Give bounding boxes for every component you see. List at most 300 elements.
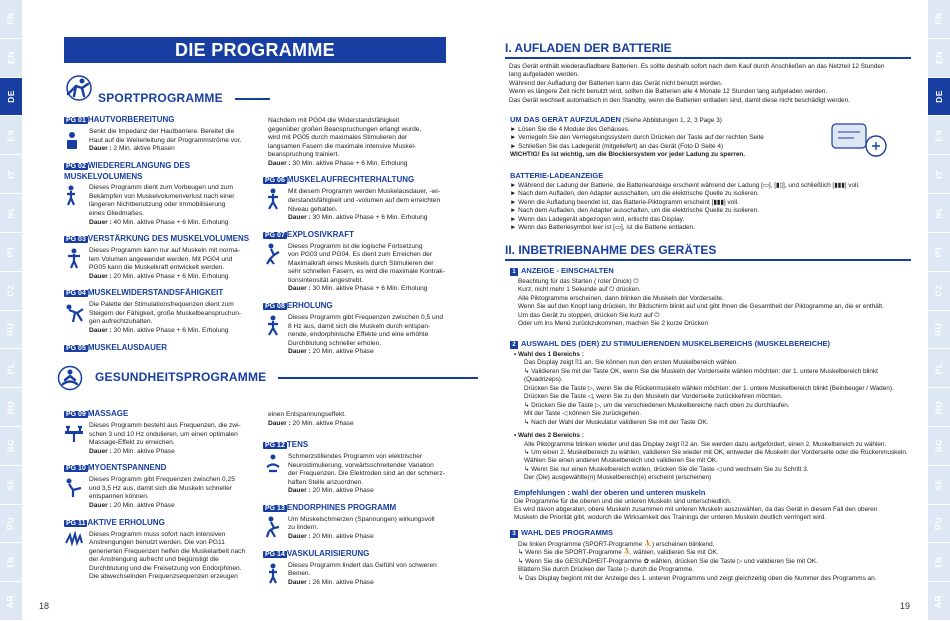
program-name: VERSTÄRKUNG DES MUSKELVOLUMENS <box>87 234 250 244</box>
language-tab-ru[interactable] <box>928 505 950 544</box>
program-line: Anstrengungen benutzt werden. Die von PG11 <box>89 539 225 547</box>
sport-runner-icon <box>62 74 96 102</box>
duration-value: 20 Min. aktive Phase + 6 Min. Erholung <box>111 272 229 280</box>
program-body <box>263 516 455 542</box>
step-3-heading <box>510 528 613 538</box>
program-line: der Frequenzen. Die Elektroden sind an der schmerz- <box>288 470 445 478</box>
program-header <box>263 230 455 241</box>
program-duration <box>89 219 235 228</box>
recommendation-title: Empfehlungen : wahl der oberen und unteren muskeln <box>514 487 706 497</box>
charging-intro <box>509 63 909 105</box>
text-line: ↳ Das Display beginnt mit der Anzeige des 1. unteren Programms und zeigt gleichzeitig oben die Nummer des Programms an. <box>518 574 877 582</box>
language-tab-ro[interactable] <box>0 388 22 427</box>
program-name: WIEDERERLANGUNG DES MUSKELVOLUMENS <box>64 160 191 181</box>
program-body <box>263 243 455 294</box>
page-title: DIE PROGRAMME <box>64 37 446 63</box>
program-line: Senkt die Impedanz der Hautbarriere. Bereitet die <box>89 128 235 135</box>
language-tab-bg[interactable] <box>928 427 950 466</box>
program-duration <box>89 327 241 336</box>
program-name: MASSAGE <box>87 409 129 418</box>
program-header <box>263 503 455 514</box>
language-tab-label: CZ <box>5 284 16 297</box>
program-line: Massage-Effekt zu erreichen. <box>89 439 175 447</box>
language-tab-nl[interactable] <box>0 194 22 233</box>
language-tab-se[interactable] <box>0 466 22 505</box>
open-device-heading <box>510 115 722 125</box>
program-line: Dieses Programm kann nur auf Muskeln mit norma- <box>89 247 240 255</box>
text-line: ► Während der Ladung der Batterie, die Batterieanzeige erscheint während der Ladung [▭], [▮▯], und schließlich [▮▮▮] voll. <box>510 182 860 189</box>
program-line: Dieses Programm ist die logische Fortsetzung <box>288 242 423 250</box>
program-header <box>64 234 256 245</box>
program-line: langsamen Fasern die maximale intensive Muskel- <box>268 142 417 150</box>
program-text <box>89 476 235 510</box>
text-line: Das Display zeigt ⌷1 an. Sie können nun den ersten Muskelbereich wählen. <box>524 359 739 367</box>
program-line: Dieses Programm muss sofort nach intensiven <box>89 530 226 538</box>
language-tab-label: CZ <box>933 284 944 297</box>
text-line: Die linken Programme (SPORT-Programme ⛹) erscheinen blinkend. <box>518 541 715 548</box>
language-tab-pl[interactable] <box>0 349 22 388</box>
step-1-number: 1 <box>510 268 518 276</box>
program-code: PG 11 <box>66 519 86 527</box>
duration-value: 26 Min. aktive Phase <box>310 578 374 586</box>
program-icon <box>263 562 283 584</box>
text-line: Alle Piktogramme blinken wieder und das Display zeigt ⌷2 an. Sie werden dazu aufgefordert, einen 2. Muskelbereich zu wählen: <box>524 440 887 448</box>
program-icon <box>263 188 283 210</box>
language-tab-tr[interactable] <box>928 543 950 582</box>
program-body <box>263 117 455 168</box>
program-icon <box>263 453 283 475</box>
text-line: Muskeln die Priorität gibt, wodurch die Wirksamkeit des Trainings der unteren Muskeln deutlich verringert wird. <box>514 514 827 522</box>
program-name: HAUTVORBEREITUNG <box>87 115 175 124</box>
step-2-number: 2 <box>510 341 518 349</box>
program-name: MUSKELAUSDAUER <box>87 342 167 352</box>
divider <box>505 57 911 59</box>
language-tab-ar[interactable] <box>0 582 22 621</box>
language-tab-label: SE <box>5 478 16 491</box>
duration-label: Dauer : <box>89 272 112 280</box>
program-line: längeren Nichtbenutzung oder Immobilisierung <box>89 201 226 209</box>
charge-indicator-list <box>510 182 910 233</box>
zone-1-title: • Wahl des 1 Bereichs : <box>514 351 584 358</box>
program-duration <box>89 273 240 282</box>
language-tab-label: DE <box>5 90 16 103</box>
program-name: AKTIVE ERHOLUNG <box>87 517 165 527</box>
program-icon <box>64 184 84 206</box>
language-tab-label: RU <box>5 516 16 531</box>
health-programs-left <box>64 409 256 589</box>
duration-value: 20 Min. aktive Phase <box>290 419 354 427</box>
language-tab-label: NL <box>933 206 944 220</box>
program-line: Steigern der Fähigkeit, große Muskelbeanspruchun- <box>89 309 242 317</box>
program-body <box>64 531 256 582</box>
step-3-number: 3 <box>510 530 518 538</box>
duration-label: Dauer : <box>268 159 291 167</box>
program-text <box>89 184 235 227</box>
program-pg-09 <box>64 409 256 456</box>
sport-section-title: SPORTPROGRAMME <box>98 91 223 105</box>
program-header <box>64 115 256 126</box>
language-tab-es[interactable] <box>928 116 950 155</box>
program-icon <box>64 531 84 553</box>
language-tab-label: NL <box>5 206 16 220</box>
program-icon <box>263 516 283 538</box>
program-header <box>64 518 256 529</box>
language-tab-bg[interactable] <box>0 427 22 466</box>
program-body <box>263 188 455 222</box>
program-text <box>89 128 241 154</box>
program-text <box>288 243 445 294</box>
program-name: EXPLOSIVKRAFT <box>286 229 354 239</box>
program-name: MYOENTSPANNEND <box>87 463 167 473</box>
program-line: sehr schnellen Fasern, es wird die maximale Kontrak- <box>288 268 445 276</box>
program-line: PG05 kann die Muskelkraft entwickelt werden. <box>89 264 225 272</box>
program-code: PG 12 <box>265 442 285 449</box>
program-name: MUSKELAUFRECHTERHALTUNG <box>286 175 415 185</box>
program-line: Neurostimulierung, vorwärtsschreitender Variation <box>288 461 434 469</box>
program-line: gen aufrechtzuhalten. <box>89 318 153 326</box>
program-code: PG 04 <box>66 290 86 298</box>
health-programs-right <box>263 409 455 594</box>
program-pg-06 <box>263 175 455 222</box>
program-duration <box>288 214 440 223</box>
text-line: Während der Aufladung der Batterien kann das Gerät nicht benutzt werden. <box>509 79 723 87</box>
program-text <box>288 188 440 222</box>
text-line: Oder um ins Menü zurückzukommen, machen Sie 2 kurze Drücken <box>518 320 709 328</box>
duration-label: Dauer : <box>89 218 112 226</box>
program-duration <box>288 348 443 357</box>
language-tab-label: PL <box>933 362 944 375</box>
program-line: Dieses Programm besteht aus Frequenzen, die zwi- <box>89 422 241 429</box>
text-line: Das Gerät enthält wiederaufladbare Batterien. Es sollte deshalb sofort nach dem Kauf durch Anschließen an das Netzteil 12 Stunden <box>509 63 885 70</box>
language-tab-fr[interactable] <box>0 0 22 39</box>
meditation-icon <box>57 365 83 391</box>
step-2-text <box>514 351 910 523</box>
program-code: PG 05 <box>66 344 86 352</box>
program-icon <box>263 243 283 265</box>
text-line: ► Lösen Sie die 4 Module des Gehäuses. <box>510 126 630 133</box>
program-text <box>89 301 241 335</box>
duration-value: 20 Min. aktive Phase <box>310 532 374 540</box>
program-line: Dieses Programm gibt Frequenzen zwischen 0,25 <box>89 476 235 484</box>
language-tab-label: FR <box>933 12 944 26</box>
program-pg-11 <box>64 518 256 582</box>
text-line: lang aufgeladen werden. <box>509 71 579 79</box>
language-tab-label: BG <box>5 438 16 453</box>
program-duration <box>89 448 241 457</box>
divider <box>505 259 911 261</box>
program-continued <box>263 411 455 433</box>
language-tab-label: TR <box>933 556 944 569</box>
program-line: Beinen. <box>288 570 311 578</box>
language-tab-label: EN <box>5 51 16 65</box>
open-device-title: UM DAS GERÄT AUFZULADEN <box>510 115 621 124</box>
duration-label: Dauer : <box>89 145 112 153</box>
program-line: Durchblutung und die Freisetzung von Endorphinen. <box>89 564 242 572</box>
program-icon <box>64 422 84 444</box>
program-line: der Anstrengung aufrecht und begünstigt die <box>89 556 219 564</box>
language-tab-label: HU <box>933 322 944 337</box>
program-duration <box>288 285 445 294</box>
charge-indicator-title: BATTERIE-LADEANZEIGE <box>510 171 604 180</box>
page-number-right: 19 <box>900 601 911 611</box>
language-tab-label: ES <box>933 129 944 142</box>
program-header <box>64 343 256 354</box>
duration-label: Dauer : <box>89 327 112 334</box>
program-code: PG 10 <box>66 465 86 473</box>
step-2-title: AUSWAHL DES (DER) ZU STIMULIERENDEN MUSKELBEREICHS (MUSKELBEREICHE) <box>521 339 831 348</box>
program-header <box>64 463 256 474</box>
program-code: PG 01 <box>66 117 86 124</box>
program-line: Schmerzstillendes Programm von elektrischer <box>288 453 423 460</box>
duration-label: Dauer : <box>288 487 311 495</box>
text-line: Drücken Sie die Taste ◁, wenn Sie zu den Muskeln der Vorderseite zurückkehren möchten. <box>524 393 783 401</box>
language-tab-label: DE <box>933 90 944 103</box>
program-name: ENDORPHINES PROGRAMM <box>286 502 397 512</box>
divider <box>278 377 478 379</box>
duration-value: 30 Min. aktive Phase + 6 Min. Erholung <box>111 327 229 334</box>
text-line: ► Verriegeln Sie den Verriegelungssystem durch Drücken der Taste auf der rechten Seite <box>510 134 764 142</box>
language-tab-label: AR <box>933 594 944 608</box>
duration-value: 30 Min. aktive Phase + 6 Min. Erholung <box>290 159 408 167</box>
program-body <box>263 314 455 357</box>
program-text <box>89 422 241 456</box>
program-body <box>64 301 256 335</box>
program-line: eines Gliedmaßes. <box>89 209 144 217</box>
program-line: haften Stelle anzuordnen. <box>288 478 364 486</box>
text-line: Alle Piktogramme erscheinen, dann blinken die Muskeln der Vorderseite. <box>518 294 724 302</box>
text-line: ► Schließen Sie das Ladegerät (mitgeliefert) an das Gerät (Foto D Seite 4) <box>510 142 724 150</box>
program-line: Durchblutung schneller erholen. <box>288 339 382 347</box>
language-tab-label: EN <box>933 51 944 65</box>
program-name: VASKULARISIERUNG <box>286 548 370 558</box>
program-line: schen 3 und 10 Hz ondulieren, um einen optimalen <box>89 430 238 438</box>
duration-value: 20 Min. aktive Phase <box>310 487 374 495</box>
duration-label: Dauer : <box>288 532 311 540</box>
language-tab-en[interactable] <box>928 39 950 78</box>
duration-label: Dauer : <box>288 348 311 356</box>
text-line: Wählen Sie einen anderen Muskelbereich und validieren Sie mit OK. <box>524 457 718 465</box>
program-pg-03 <box>64 234 256 281</box>
program-name: MUSKELWIDERSTANDSFÄHIGKEIT <box>87 288 224 298</box>
program-body <box>64 247 256 281</box>
language-tab-label: PT <box>5 245 16 258</box>
duration-value: 40 Min. aktive Phase + 6 Min. Erholung <box>111 218 229 226</box>
program-line: Maximalkraft eines Muskels durch Stimulieren der <box>288 259 434 267</box>
step-3-text <box>518 541 908 583</box>
program-header <box>64 161 256 183</box>
program-body <box>64 476 256 510</box>
program-code: PG 08 <box>265 303 285 310</box>
program-line: beanspruchung trainiert. <box>268 151 340 159</box>
section-charging-title: I. AUFLADEN DER BATTERIE <box>505 41 672 55</box>
program-line: Die Palette der Stimulationsfrequenzen dient zum <box>89 301 234 309</box>
language-tab-cz[interactable] <box>928 272 950 311</box>
step-1-heading <box>510 266 614 276</box>
program-text <box>288 314 443 357</box>
language-tab-se[interactable] <box>928 466 950 505</box>
sport-programs-left <box>64 115 256 361</box>
text-line: Blättern Sie durch Drücken der Taste ▷ durch die Programme. <box>518 566 695 574</box>
duration-label: Dauer : <box>288 578 311 586</box>
text-line: Wenn Sie auf den Knopf lang drücken, Ihr Bildschirm blinkt auf und gibt Ihnen die Gesamtheit der Piktogramme an, die er enthält. <box>518 303 884 311</box>
sport-section-header <box>62 74 96 102</box>
open-device-steps <box>510 126 815 160</box>
duration-label: Dauer : <box>288 285 311 293</box>
divider <box>235 98 270 100</box>
program-line: Um Muskelschmerzen (Spannungen) wirkungsvoll <box>288 515 435 523</box>
program-line: tionsintensität angestrebt. <box>288 276 364 284</box>
program-duration <box>288 533 435 542</box>
language-tab-it[interactable] <box>928 155 950 194</box>
program-pg-07 <box>263 230 455 294</box>
program-line: Mit diesem Programm werden Muskelausdauer, -wi- <box>288 188 441 196</box>
program-line: Dieses Programm lindert das Gefühl von schweren <box>288 561 437 569</box>
text-line: ► Wenn das Ladegerät abgezogen wird, erlischt das Display. <box>510 215 685 223</box>
program-line: und 3,5 Hz aus, damit sich die Muskeln schneller <box>89 484 232 492</box>
program-duration <box>89 502 235 511</box>
text-line: ↳ Validieren Sie mit der Taste OK, wenn Sie die Muskeln der Vorderseite wählen möchten: der 1. untere Muskelbereich blinkt (Quadrizeps). <box>524 367 878 384</box>
program-icon <box>64 476 84 498</box>
text-line: ↳ Wenn Sie die GESUNDHEIT-Programme ✿ wählen, drücken Sie die Taste ▷ und validieren Sie mit OK. <box>518 557 818 565</box>
language-tab-label: PT <box>933 245 944 258</box>
language-tabs-left <box>0 0 22 621</box>
language-tab-label: RO <box>933 400 944 414</box>
language-tab-hu[interactable] <box>928 311 950 350</box>
duration-label: Dauer : <box>288 214 311 222</box>
program-line: Bekämpfen von Muskelvolumenverlust nach einer <box>89 192 235 200</box>
duration-label: Dauer : <box>268 419 291 427</box>
program-pg-10 <box>64 463 256 510</box>
step-1-title: ANZEIGE - EINSCHALTEN <box>521 266 614 275</box>
program-line: wird mit PG05 durch maximales Stimulieren der <box>268 134 408 142</box>
program-line: zu lindern. <box>288 524 319 532</box>
health-section-header <box>57 365 478 391</box>
language-tab-ru[interactable] <box>0 505 22 544</box>
language-tab-hu[interactable] <box>0 311 22 350</box>
text-line: ↳ Um einen 2. Muskelbereich zu wählen, validieren Sie wieder mit OK, entweder die Muskeln der Vorderseite oder die Rückenmuskeln. <box>524 448 908 456</box>
program-duration <box>268 160 421 169</box>
program-code: PG 13 <box>265 504 285 512</box>
language-tab-en[interactable] <box>0 39 22 78</box>
program-pg-04 <box>64 288 256 335</box>
program-header <box>263 440 455 451</box>
text-line: Die Programme für die oberen und die unteren Muskeln sind unterschiedlich. <box>514 497 732 505</box>
section-startup-title: II. INBETRIEBNAHME DES GERÄTES <box>505 243 717 257</box>
program-line: nende, endorphinische Effekte und eine erhöhte <box>288 331 429 339</box>
duration-value: 20 Min. aktive Phase <box>310 348 374 356</box>
language-tab-tr[interactable] <box>0 543 22 582</box>
text-line: Das Gerät wechselt automatisch in den Standby, wenn die Batterien entladen sind, damit diese nicht beschädigt werden. <box>509 96 850 104</box>
program-line: lem Volumen angewendet werden. Mit PG04 und <box>89 255 233 263</box>
program-line: entspannen können. <box>89 493 149 501</box>
health-section-title: GESUNDHEITSPROGRAMME <box>95 370 267 385</box>
program-line: von PG03 und PG04. Es dient zum Erreichen der <box>288 251 433 259</box>
text-line: ↳ Wenn Sie die SPORT-Programme ⛹ wählen, validieren Sie mit OK. <box>518 549 719 557</box>
program-pg-05 <box>64 343 256 354</box>
language-tab-label: RU <box>933 516 944 531</box>
text-line: Beachtung für das Starten ( roter Druck) ⏻ <box>518 278 639 285</box>
step-3-title: WAHL DES PROGRAMMS <box>521 528 613 537</box>
program-text <box>268 411 354 433</box>
language-tab-pt[interactable] <box>928 233 950 272</box>
language-tab-label: FR <box>5 12 16 26</box>
program-text <box>268 117 421 168</box>
language-tab-label: PL <box>5 362 16 375</box>
program-code: PG 09 <box>66 411 86 418</box>
program-header <box>263 549 455 560</box>
zone-2-title: • Wahl des 2 Bereichs : <box>514 432 584 440</box>
program-icon <box>263 314 283 336</box>
program-text <box>288 516 435 542</box>
program-text <box>89 247 240 281</box>
program-pg-08 <box>263 301 455 357</box>
program-icon <box>64 247 84 269</box>
program-body <box>64 128 256 154</box>
language-tab-de[interactable] <box>928 78 950 117</box>
text-line: ► Nach dem Aufladen, den Adapter ausschalten, um die elektrische Quelle zu isolieren. <box>510 207 759 215</box>
program-code: PG 02 <box>66 162 86 170</box>
program-body <box>64 422 256 456</box>
language-tab-label: BG <box>933 438 944 453</box>
program-code: PG 03 <box>66 236 86 244</box>
duration-value: 20 Min. aktive Phase <box>111 447 175 455</box>
program-icon <box>64 128 84 150</box>
program-body <box>263 411 455 433</box>
program-body <box>263 453 455 496</box>
warning-line: WICHTIG! Es ist wichtig, um die Blockiersystem vor jeder Ladung zu sperren. <box>510 151 746 159</box>
program-line: Dieses Programm gibt Frequenzen zwischen 0,5 und <box>288 314 444 321</box>
program-line: gegenüber großen Beanspruchungen erlangt wurde, <box>268 125 422 133</box>
duration-value: 30 Min. aktive Phase + 6 Min. Erholung <box>310 214 428 222</box>
program-continued <box>263 117 455 168</box>
text-line: Der (Die) ausgewählte(n) Muskelbereich(e) erscheint (erscheinen) <box>524 474 712 482</box>
language-tab-ro[interactable] <box>928 388 950 427</box>
language-tab-es[interactable] <box>0 116 22 155</box>
program-header <box>263 301 455 312</box>
language-tab-label: IT <box>5 169 16 179</box>
language-tab-fr[interactable] <box>928 0 950 39</box>
language-tab-it[interactable] <box>0 155 22 194</box>
step-2-heading <box>510 339 830 349</box>
language-tab-pt[interactable] <box>0 233 22 272</box>
language-tab-label: ES <box>5 129 16 142</box>
program-pg-14 <box>263 549 455 588</box>
text-line: ↳ Drücken Sie die Taste ▷, um die verschiedenen Muskelbereiche nach oben zu durchlaufen. <box>524 401 790 409</box>
duration-value: 2 Min. aktive Phasen <box>111 145 175 153</box>
open-device-ref: (Siehe Abbildungen 1, 2, 3 Page 3) <box>620 117 722 124</box>
duration-value: 20 Min. aktive Phase <box>111 501 175 509</box>
language-tab-cz[interactable] <box>0 272 22 311</box>
text-line: Kurz, nicht mehr 1 Sekunde auf ⏻ drücken. <box>518 286 641 294</box>
text-line: Wenn es längere Zeit nicht benutzt wird, sollten die Batterien alle 4 Monate 12 Stunden lang aufgeladen werden. <box>509 88 828 96</box>
program-code: PG 07 <box>265 231 285 239</box>
program-line: Nachdem mit PG04 die Widerstandsfähigkeit <box>268 117 400 124</box>
text-line: Es wird davon abgeraten, obere Muskeln zusammen mit unteren Muskeln auszuwählen, da das Gerät in diesem Fall den oberen <box>514 506 878 514</box>
language-tab-ar[interactable] <box>928 582 950 621</box>
device-charging-illustration-icon <box>824 118 888 162</box>
language-tab-nl[interactable] <box>928 194 950 233</box>
program-line: Die abwechselnden Frequenzsequenzen erzeugen <box>89 573 238 581</box>
program-line: Niveau gehalten. <box>288 205 338 213</box>
program-name: ERHOLUNG <box>286 301 333 310</box>
duration-label: Dauer : <box>89 501 112 509</box>
program-line: derstandsfähigkeit und -volumen auf dem erreichten <box>288 196 441 204</box>
language-tab-pl[interactable] <box>928 349 950 388</box>
text-line: ↳ Nach der Wahl der Muskulatur validieren Sie mit der Taste OK. <box>524 418 709 426</box>
program-code: PG 06 <box>265 177 285 185</box>
language-tab-de[interactable] <box>0 78 22 117</box>
text-line: Drücken Sie die Taste ▷, wenn Sie die Rückenmuskeln wählen möchten: der 1. untere Muskelbereich blinkt (Beinbeuger / Waden). <box>524 384 894 392</box>
